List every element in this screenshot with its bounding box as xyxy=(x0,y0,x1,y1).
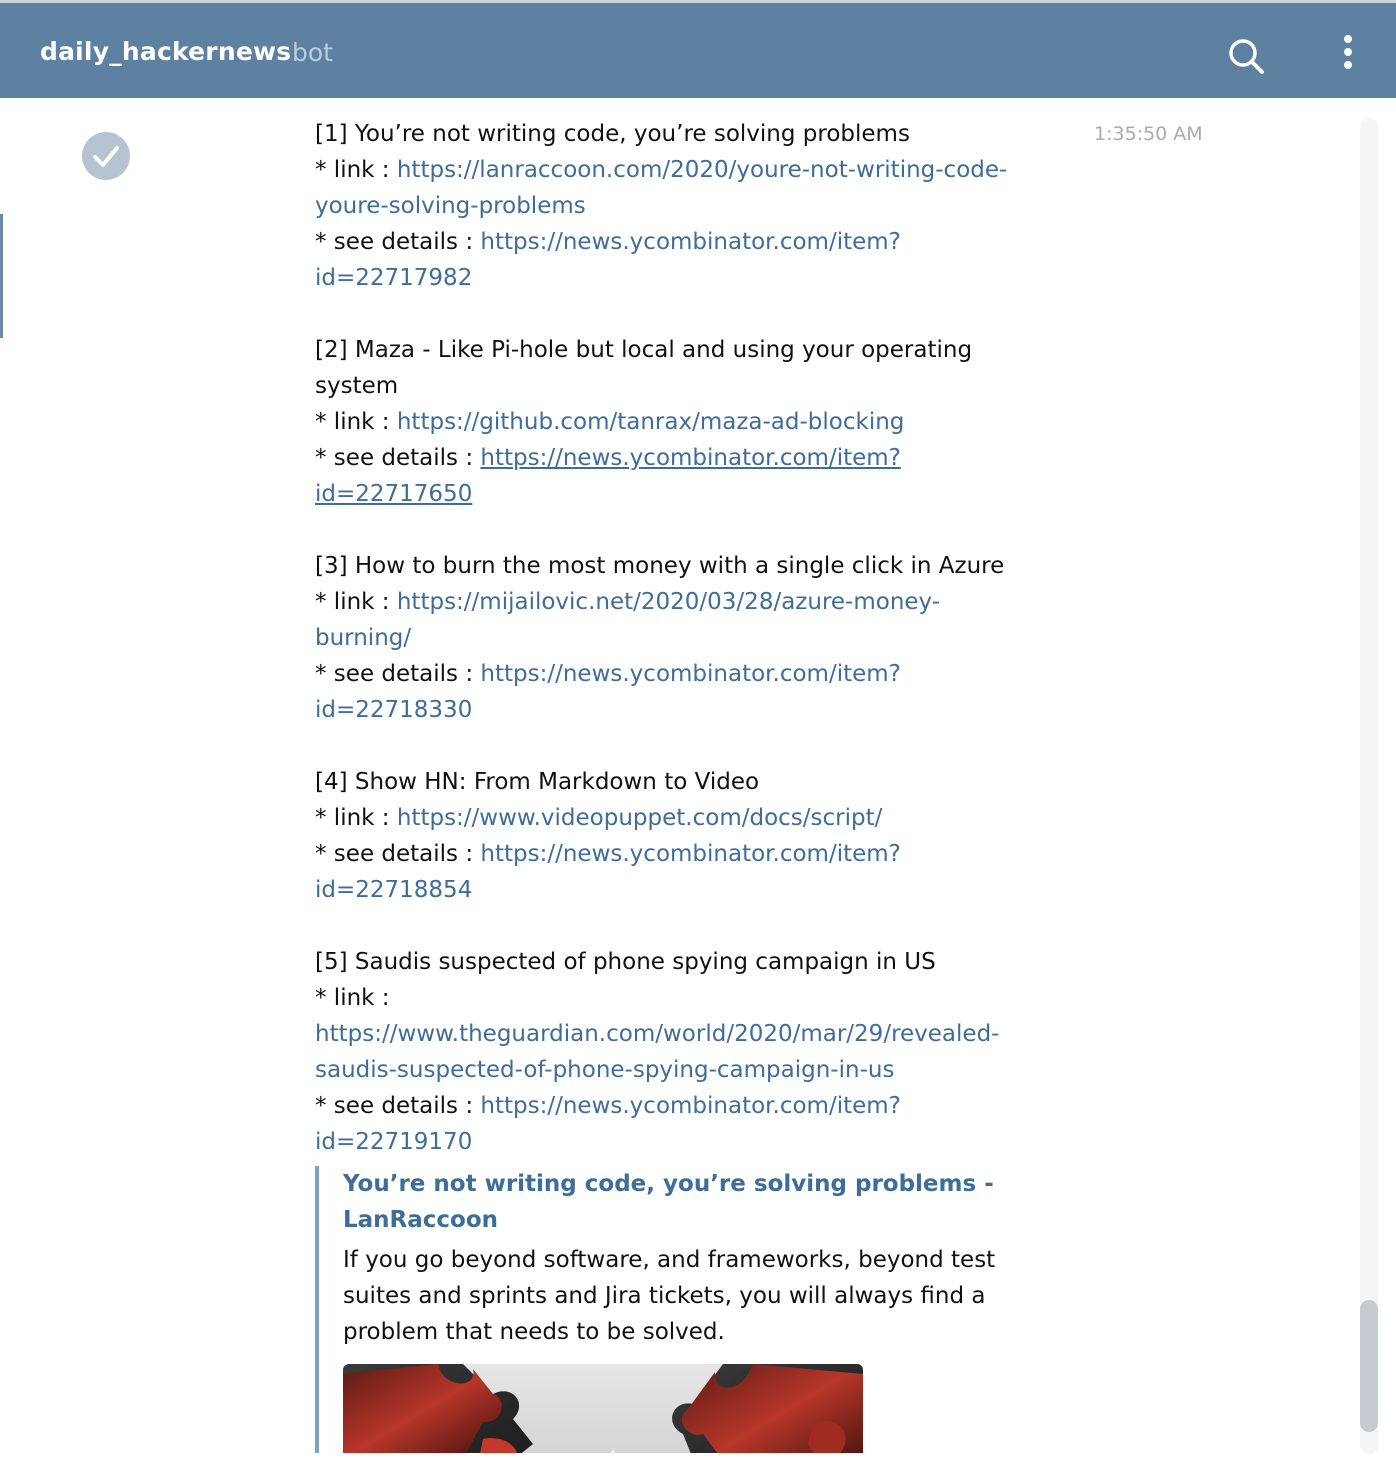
details-label: * see details : xyxy=(315,841,481,867)
article-link[interactable]: https://mijailovic.net/2020/03/28/azure-money- xyxy=(396,589,941,615)
details-label: * see details : xyxy=(315,661,481,687)
news-title: [5] Saudis suspected of phone spying campaign in US xyxy=(315,949,936,975)
preview-image[interactable] xyxy=(343,1364,863,1453)
chat-header xyxy=(0,0,1396,98)
article-link-continued[interactable]: youre-solving-problems xyxy=(315,193,586,219)
preview-title-line: You’re not writing code, you’re solving problems - xyxy=(343,1171,994,1197)
news-item-3 xyxy=(315,548,1075,728)
news-title: [3] How to burn the most money with a single click in Azure xyxy=(315,553,1005,579)
news-title: [4] Show HN: From Markdown to Video xyxy=(315,769,760,795)
details-link-continued[interactable]: id=22717982 xyxy=(315,265,473,291)
news-item-4 xyxy=(315,764,1075,908)
search-icon[interactable] xyxy=(1226,36,1266,76)
details-link[interactable]: https://news.ycombinator.com/item? xyxy=(480,445,901,471)
details-link-continued[interactable]: id=22718330 xyxy=(315,697,473,723)
news-item-1 xyxy=(315,116,1075,296)
link-label: * link : xyxy=(315,589,397,615)
scrollbar-thumb[interactable] xyxy=(1360,1300,1378,1432)
link-preview[interactable] xyxy=(315,1166,1055,1453)
article-link-continued[interactable]: burning/ xyxy=(315,625,412,651)
news-item-2 xyxy=(315,332,1075,512)
details-link[interactable]: https://news.ycombinator.com/item? xyxy=(480,661,901,687)
details-label: * see details : xyxy=(315,445,481,471)
article-link[interactable]: https://www.theguardian.com/world/2020/mar/29/revealed- xyxy=(315,1021,1000,1047)
preview-description-line: suites and sprints and Jira tickets, you will always find a xyxy=(343,1283,986,1309)
chat-title[interactable]: daily_hackernews xyxy=(40,37,292,66)
chat-subtitle: bot xyxy=(292,38,333,67)
details-link-continued[interactable]: id=22719170 xyxy=(315,1129,473,1155)
article-link-continued[interactable]: saudis-suspected-of-phone-spying-campaign-in-us xyxy=(315,1057,895,1083)
preview-description-line: problem that needs to be solved. xyxy=(343,1319,725,1345)
article-link[interactable]: https://www.videopuppet.com/docs/script/ xyxy=(396,805,883,831)
link-label: * link : xyxy=(315,985,390,1011)
message-time: 1:35:50 AM xyxy=(1094,123,1203,145)
message-body xyxy=(315,116,1075,1160)
details-label: * see details : xyxy=(315,1093,481,1119)
details-link[interactable]: https://news.ycombinator.com/item? xyxy=(480,229,901,255)
preview-description-line: If you go beyond software, and frameworks, beyond test xyxy=(343,1247,996,1273)
news-title-continued: system xyxy=(315,373,399,399)
article-link[interactable]: https://github.com/tanrax/maza-ad-blocking xyxy=(396,409,905,435)
news-title: [1] You’re not writing code, you’re solving problems xyxy=(315,121,910,147)
article-link[interactable]: https://lanraccoon.com/2020/youre-not-writing-code- xyxy=(396,157,1008,183)
link-label: * link : xyxy=(315,409,397,435)
details-link[interactable]: https://news.ycombinator.com/item? xyxy=(480,1093,901,1119)
scrollbar-track[interactable] xyxy=(1360,118,1378,1454)
link-label: * link : xyxy=(315,805,397,831)
news-title: [2] Maza - Like Pi-hole but local and using your operating xyxy=(315,337,973,363)
selection-accent xyxy=(0,214,3,338)
preview-title-line: LanRaccoon xyxy=(343,1207,499,1233)
preview-title[interactable] xyxy=(343,1166,1055,1238)
link-label: * link : xyxy=(315,157,397,183)
details-link-continued[interactable]: id=22717650 xyxy=(315,481,473,507)
news-item-5 xyxy=(315,944,1075,1160)
preview-description xyxy=(343,1242,1055,1350)
checkmark-circle-icon xyxy=(81,131,131,181)
details-link-continued[interactable]: id=22718854 xyxy=(315,877,473,903)
details-link[interactable]: https://news.ycombinator.com/item? xyxy=(480,841,901,867)
more-vertical-icon[interactable] xyxy=(1334,33,1362,73)
details-label: * see details : xyxy=(315,229,481,255)
puzzle-pieces-image xyxy=(343,1364,863,1453)
